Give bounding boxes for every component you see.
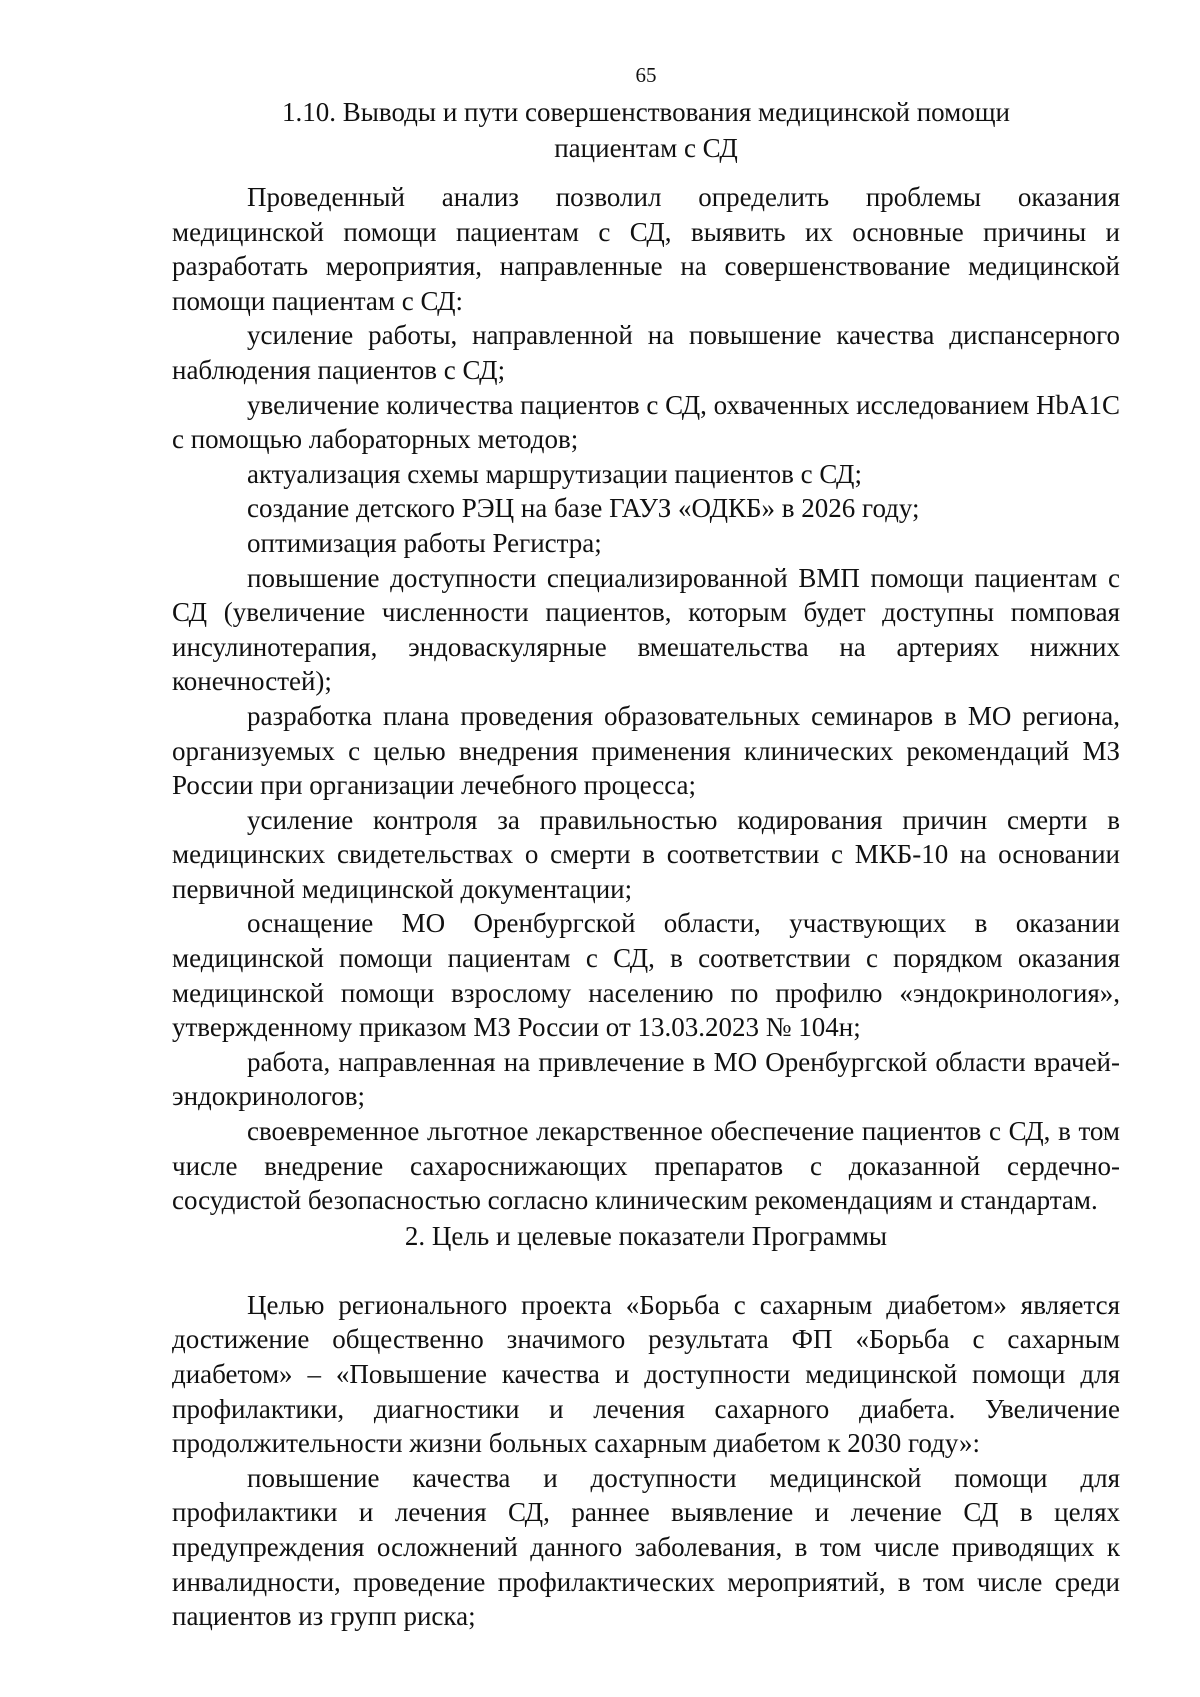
list-item: оснащение МО Оренбургской области, участвующих в оказании медицинской помощи пациентам с СД, в соответствии с порядком оказания медицинской помощи взрослому населению по профилю «эндокринология», утвержденному приказом МЗ России от 13.03.2023 № 104н;	[172, 908, 1120, 1043]
list-item: работа, направленная на привлечение в МО Оренбургской области врачей-эндокринологов;	[172, 1046, 1120, 1112]
section-heading-2: 2. Цель и целевые показатели Программы	[404, 1220, 888, 1251]
list-item: актуализация схемы маршрутизации пациентов с СД;	[247, 458, 862, 489]
list-item: увеличение количества пациентов с СД, охваченных исследованием HbA1C с помощью лабораторных методов;	[172, 389, 1121, 455]
list-item: усиление работы, направленной на повышение качества диспансерного наблюдения пациентов с СД;	[172, 320, 1120, 385]
list-item: усиление контроля за правильностью кодирования причин смерти в медицинских свидетельствах о смерти в соответствии с МКБ-10 на основании первичной медицинской документации;	[172, 804, 1120, 904]
heading-line-2: пациентам с СД	[554, 133, 738, 163]
list-item: разработка плана проведения образовательных семинаров в МО региона, организуемых с целью внедрения применения клинических рекомендаций МЗ России при организации лечебного процесса;	[172, 700, 1120, 801]
list-item: повышение качества и доступности медицинской помощи для профилактики и лечения СД, раннее выявление и лечение СД в целях предупреждения осложнений данного заболевания, в том числе приводящих к инвалидности, проведение профилактических мероприятий, в том числе среди пациентов из групп риска;	[172, 1462, 1120, 1632]
section1-intro: Проведенный анализ позволил определить проблемы оказания медицинской помощи пациентам с СД, выявить их основные причины и разработать мероприятия, направленные на совершенствование медицинской помощи пациентам с СД:	[172, 182, 1120, 316]
heading-line-1: 1.10. Выводы и пути совершенствования медицинской помощи	[282, 97, 1010, 127]
list-item: оптимизация работы Регистра;	[247, 527, 602, 558]
page-number: 65	[635, 63, 657, 87]
list-item: своевременное льготное лекарственное обеспечение пациентов с СД, в том числе внедрение сахароснижающих препаратов с доказанной сердечно-сосудистой безопасностью согласно клиническим рекомендациям и стандартам.	[172, 1116, 1120, 1216]
section-heading-1-10	[172, 94, 1120, 166]
document-page	[172, 62, 1120, 1634]
list-item: создание детского РЭЦ на базе ГАУЗ «ОДКБ» в 2026 году;	[247, 493, 920, 524]
section2-intro: Целью регионального проекта «Борьба с сахарным диабетом» является достижение общественно значимого результата ФП «Борьба с сахарным диабетом» – «Повышение качества и доступности медицинской помощи для профилактики, диагностики и лечения сахарного диабета. Увеличение продолжительности жизни больных сахарным диабетом к 2030 году»:	[172, 1289, 1120, 1459]
list-item: повышение доступности специализированной ВМП помощи пациентам с СД (увеличение численности пациентов, которым будет доступны помповая инсулинотерапия, эндоваскулярные вмешательства на артериях нижних конечностей);	[172, 562, 1120, 697]
